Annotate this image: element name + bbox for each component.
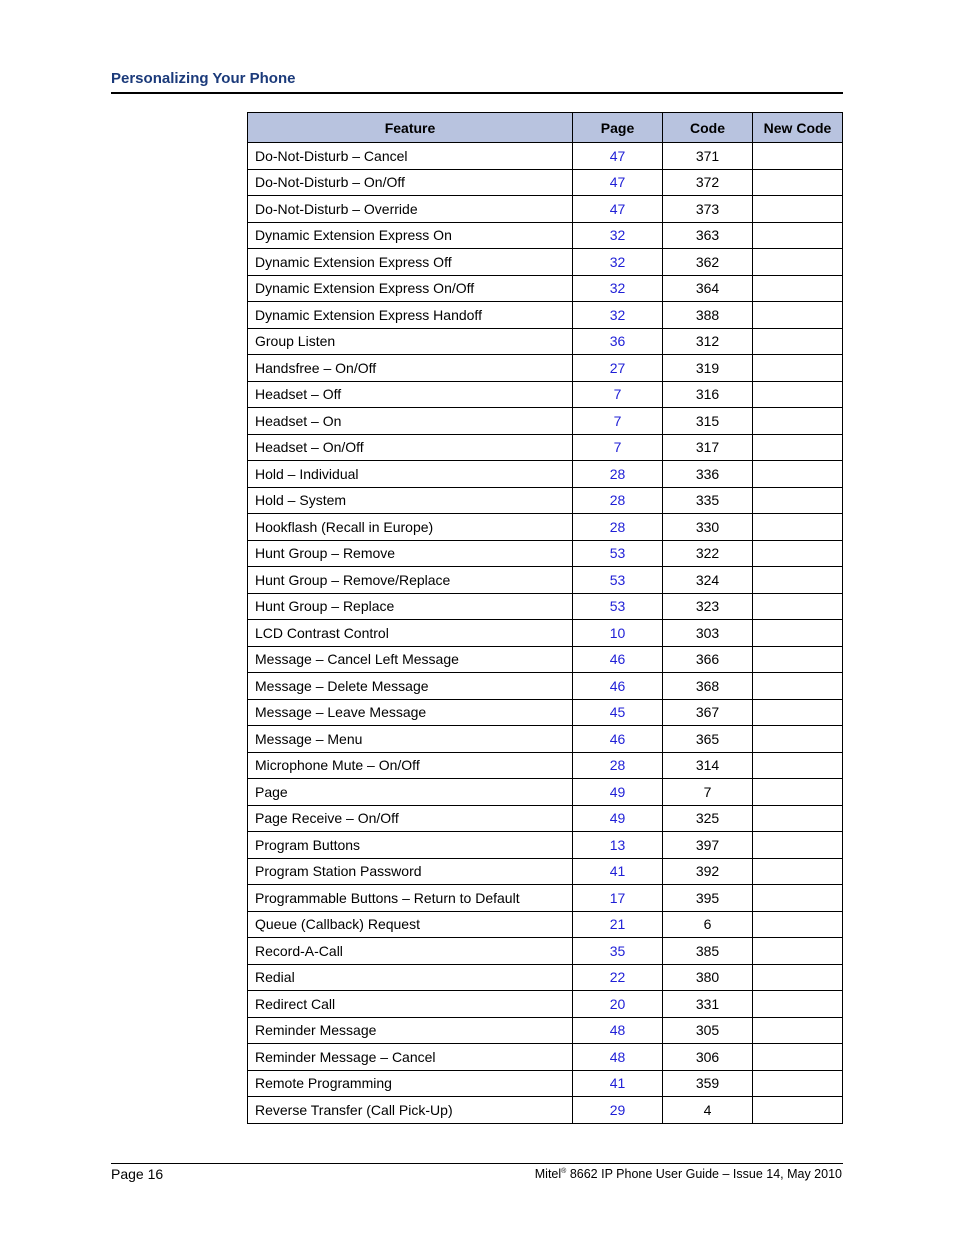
page-link[interactable]: 32 [573,275,663,302]
table-row [248,1017,843,1044]
page-link[interactable]: 48 [573,1044,663,1071]
feature-cell: Do-Not-Disturb – On/Off [248,169,573,196]
table-row [248,434,843,461]
feature-cell: Headset – On/Off [248,434,573,461]
column-header-feature: Feature [248,113,573,143]
new-code-cell [753,1070,843,1097]
feature-cell: Hold – System [248,487,573,514]
page-link[interactable]: 47 [573,143,663,170]
page-link[interactable]: 53 [573,540,663,567]
page-link[interactable]: 28 [573,487,663,514]
feature-cell: Page [248,779,573,806]
page-link[interactable]: 29 [573,1097,663,1124]
feature-cell: Queue (Callback) Request [248,911,573,938]
code-cell: 397 [663,832,753,859]
table-row [248,169,843,196]
page-link[interactable]: 21 [573,911,663,938]
table-row [248,408,843,435]
page-link[interactable]: 13 [573,832,663,859]
feature-cell: Handsfree – On/Off [248,355,573,382]
code-cell: 315 [663,408,753,435]
code-cell: 366 [663,646,753,673]
code-cell: 303 [663,620,753,647]
feature-cell: Reminder Message [248,1017,573,1044]
code-cell: 336 [663,461,753,488]
table-row [248,964,843,991]
page-link[interactable]: 41 [573,858,663,885]
code-cell: 306 [663,1044,753,1071]
table-row [248,593,843,620]
table-row [248,1070,843,1097]
table-row [248,699,843,726]
feature-cell: LCD Contrast Control [248,620,573,647]
new-code-cell [753,434,843,461]
feature-cell: Hunt Group – Remove [248,540,573,567]
page-link[interactable]: 49 [573,805,663,832]
new-code-cell [753,249,843,276]
code-cell: 371 [663,143,753,170]
feature-cell: Reverse Transfer (Call Pick-Up) [248,1097,573,1124]
code-cell: 325 [663,805,753,832]
code-cell: 388 [663,302,753,329]
code-cell: 7 [663,779,753,806]
page-link[interactable]: 20 [573,991,663,1018]
page-link[interactable]: 28 [573,752,663,779]
feature-cell: Hold – Individual [248,461,573,488]
new-code-cell [753,540,843,567]
title-divider [111,92,843,94]
page-link[interactable]: 22 [573,964,663,991]
table-row [248,196,843,223]
feature-cell: Dynamic Extension Express On [248,222,573,249]
code-cell: 385 [663,938,753,965]
new-code-cell [753,858,843,885]
new-code-cell [753,302,843,329]
table-row [248,805,843,832]
feature-cell: Programmable Buttons – Return to Default [248,885,573,912]
page-link[interactable]: 36 [573,328,663,355]
new-code-cell [753,673,843,700]
new-code-cell [753,620,843,647]
code-cell: 367 [663,699,753,726]
new-code-cell [753,832,843,859]
table-row [248,646,843,673]
page-link[interactable]: 32 [573,249,663,276]
footer-brand: Mitel [534,1167,562,1181]
table-row [248,275,843,302]
page-link[interactable]: 32 [573,302,663,329]
table-row [248,222,843,249]
new-code-cell [753,779,843,806]
feature-cell: Page Receive – On/Off [248,805,573,832]
new-code-cell [753,328,843,355]
new-code-cell [753,567,843,594]
code-cell: 6 [663,911,753,938]
code-cell: 372 [663,169,753,196]
code-cell: 331 [663,991,753,1018]
page-link[interactable]: 46 [573,673,663,700]
table-row [248,726,843,753]
feature-cell: Reminder Message – Cancel [248,1044,573,1071]
table-row [248,540,843,567]
feature-cell: Message – Menu [248,726,573,753]
page-link[interactable]: 49 [573,779,663,806]
code-cell: 359 [663,1070,753,1097]
new-code-cell [753,196,843,223]
page-link[interactable]: 32 [573,222,663,249]
feature-cell: Dynamic Extension Express Handoff [248,302,573,329]
feature-cell: Do-Not-Disturb – Override [248,196,573,223]
feature-cell: Message – Delete Message [248,673,573,700]
code-cell: 363 [663,222,753,249]
table-row [248,885,843,912]
table-row [248,858,843,885]
table-header-row [248,113,843,143]
feature-cell: Dynamic Extension Express Off [248,249,573,276]
table-row [248,567,843,594]
code-cell: 323 [663,593,753,620]
new-code-cell [753,593,843,620]
registered-mark: ® [561,1167,567,1175]
code-cell: 319 [663,355,753,382]
page-link[interactable]: 7 [573,434,663,461]
code-cell: 364 [663,275,753,302]
page-link[interactable]: 27 [573,355,663,382]
new-code-cell [753,752,843,779]
feature-cell: Headset – On [248,408,573,435]
page-link[interactable]: 46 [573,726,663,753]
code-cell: 4 [663,1097,753,1124]
new-code-cell [753,514,843,541]
feature-cell: Message – Leave Message [248,699,573,726]
page-link[interactable]: 10 [573,620,663,647]
new-code-cell [753,461,843,488]
feature-cell: Remote Programming [248,1070,573,1097]
footer-divider [111,1163,843,1164]
feature-cell: Redirect Call [248,991,573,1018]
feature-cell: Hunt Group – Replace [248,593,573,620]
feature-cell: Program Station Password [248,858,573,885]
code-cell: 312 [663,328,753,355]
code-cell: 395 [663,885,753,912]
feature-cell: Hookflash (Recall in Europe) [248,514,573,541]
feature-cell: Microphone Mute – On/Off [248,752,573,779]
new-code-cell [753,911,843,938]
table-row [248,328,843,355]
footer-guide-title [535,1167,842,1181]
table-row [248,1097,843,1124]
page-link[interactable]: 47 [573,169,663,196]
code-cell: 305 [663,1017,753,1044]
new-code-cell [753,805,843,832]
code-cell: 317 [663,434,753,461]
table-row [248,461,843,488]
page-link[interactable]: 48 [573,1017,663,1044]
feature-cell: Record-A-Call [248,938,573,965]
new-code-cell [753,1044,843,1071]
table-row [248,143,843,170]
new-code-cell [753,408,843,435]
code-cell: 316 [663,381,753,408]
feature-codes-table [247,112,843,1124]
page-link[interactable]: 28 [573,461,663,488]
new-code-cell [753,355,843,382]
code-cell: 373 [663,196,753,223]
code-cell: 365 [663,726,753,753]
feature-cell: Hunt Group – Remove/Replace [248,567,573,594]
column-header-page: Page [573,113,663,143]
table-row [248,302,843,329]
new-code-cell [753,143,843,170]
page-link[interactable]: 53 [573,593,663,620]
footer-guide-text: 8662 IP Phone User Guide – Issue 14, May 2010 [566,1167,842,1181]
page-link[interactable]: 7 [573,381,663,408]
new-code-cell [753,964,843,991]
column-header-new-code: New Code [753,113,843,143]
new-code-cell [753,222,843,249]
code-cell: 380 [663,964,753,991]
new-code-cell [753,885,843,912]
table-row [248,487,843,514]
page-link[interactable]: 45 [573,699,663,726]
new-code-cell [753,1017,843,1044]
new-code-cell [753,991,843,1018]
feature-cell: Group Listen [248,328,573,355]
table-row [248,832,843,859]
page-link[interactable]: 53 [573,567,663,594]
page-link[interactable]: 17 [573,885,663,912]
new-code-cell [753,938,843,965]
column-header-code: Code [663,113,753,143]
page-link[interactable]: 28 [573,514,663,541]
code-cell: 330 [663,514,753,541]
feature-cell: Headset – Off [248,381,573,408]
code-cell: 322 [663,540,753,567]
new-code-cell [753,699,843,726]
table-row [248,249,843,276]
feature-cell: Program Buttons [248,832,573,859]
new-code-cell [753,1097,843,1124]
new-code-cell [753,275,843,302]
page-number: Page 16 [111,1166,164,1182]
code-cell: 314 [663,752,753,779]
page-link[interactable]: 35 [573,938,663,965]
new-code-cell [753,487,843,514]
code-cell: 335 [663,487,753,514]
page-link[interactable]: 7 [573,408,663,435]
table-row [248,620,843,647]
table-row [248,752,843,779]
table-row [248,911,843,938]
feature-cell: Redial [248,964,573,991]
code-cell: 324 [663,567,753,594]
table-row [248,938,843,965]
table-body [248,143,843,1124]
table-row [248,514,843,541]
page-link[interactable]: 41 [573,1070,663,1097]
table-row [248,991,843,1018]
code-cell: 392 [663,858,753,885]
feature-cell: Do-Not-Disturb – Cancel [248,143,573,170]
page-link[interactable]: 47 [573,196,663,223]
new-code-cell [753,726,843,753]
code-cell: 362 [663,249,753,276]
table-row [248,673,843,700]
table-row [248,1044,843,1071]
feature-cell: Dynamic Extension Express On/Off [248,275,573,302]
table-row [248,381,843,408]
new-code-cell [753,169,843,196]
table-row [248,355,843,382]
new-code-cell [753,381,843,408]
table-row [248,779,843,806]
new-code-cell [753,646,843,673]
page-link[interactable]: 46 [573,646,663,673]
code-cell: 368 [663,673,753,700]
section-title: Personalizing Your Phone [111,70,296,87]
feature-cell: Message – Cancel Left Message [248,646,573,673]
